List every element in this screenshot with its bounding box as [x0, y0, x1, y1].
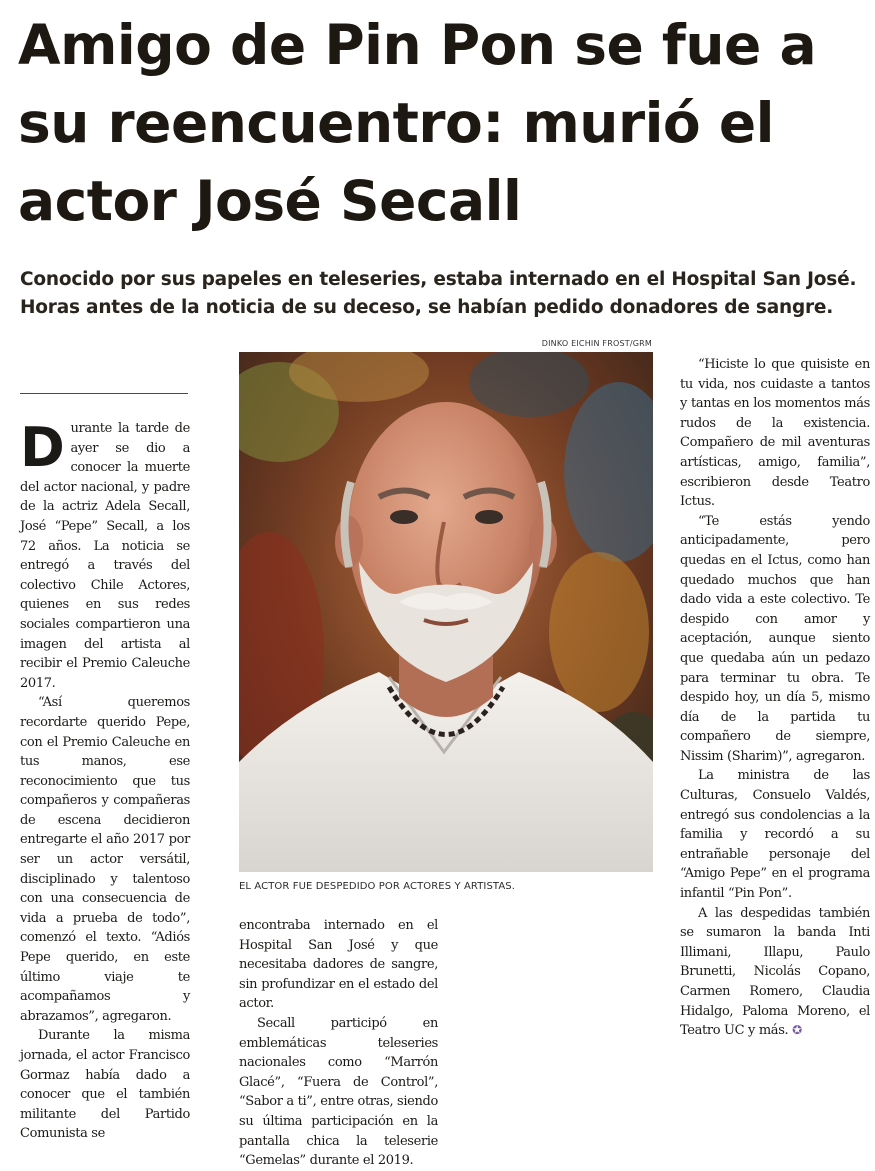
article-paragraph: “Hiciste lo que quisiste en tu vida, nos cuidaste a tantos y tantas en los momentos más rudos de la existencia. Compañero de mil aventuras artísticas, amigo, familia”, escribieron desde Teatro Ictus.	[680, 357, 870, 510]
article-paragraph: A las despedidas también se sumaron la banda Inti Illimani, Illapu, Paulo Brunetti, Nicolás Copano, Carmen Romero, Claudia Hidalgo, Paloma Moreno, el Teatro UC y más. ✪	[680, 905, 870, 1039]
photo-credit: DINKO EICHIN FROST/GRM	[541, 339, 652, 348]
column-divider	[20, 393, 188, 394]
end-mark-icon: ✪	[792, 1023, 802, 1038]
article-column-1	[20, 416, 190, 1144]
article-paragraph: “Te estás yendo anticipadamente, pero quedas en el Ictus, como han quedado muchos que han dado vida a este colectivo. Te despido con amor y aceptación, aunque siento que quedaba aún un pedazo para terminar tu obra. Te despido hoy, un día 5, mismo día de la partida tu compañero de siempre, Nissim (Sharim)”, agregaron.	[680, 513, 870, 764]
actor-portrait-photo	[239, 352, 653, 872]
subheadline: Conocido por sus papeles en teleseries, estaba internado en el Hospital San José. Horas antes de la noticia de su deceso, se habían pedido donadores de sangre.	[20, 269, 857, 318]
article-column-4	[680, 355, 870, 1041]
photo-caption: EL ACTOR FUE DESPEDIDO POR ACTORES Y ARTISTAS.	[239, 881, 516, 892]
article-paragraph: Durante la tarde de ayer se dio a conocer la muerte del actor nacional, y padre de la actriz Adela Secall, José “Pepe” Secall, a los 72 años. La noticia se entregó a través del colectivo Chile Actores, quienes en sus redes sociales compartieron una imagen del artista al recibir el Premio Caleuche 2017.	[20, 416, 190, 691]
article-paragraph: La ministra de las Culturas, Consuelo Valdés, entregó sus condolencias a la familia y recordó a su entrañable personaje del “Amigo Pepe” en el programa infantil “Pin Pon”.	[680, 768, 870, 902]
article-paragraph: Secall participó en emblemáticas teleseries nacionales como “Marrón Glacé”, “Fuera de Control”, “Sabor a ti”, entre otras, siendo su última participación en la pantalla chica la teleserie “Gemelas” durante el 2019.	[239, 1015, 438, 1169]
article-column-2	[239, 916, 438, 1171]
article-paragraph: encontraba internado en el Hospital San José y que necesitaba dadores de sangre, sin profundizar en el estado del actor.	[239, 918, 438, 1012]
headline: Amigo de Pin Pon se fue a su reencuentro: murió el actor José Secall	[18, 13, 817, 233]
drop-cap: D	[20, 416, 65, 479]
article-paragraph: “Así queremos recordarte querido Pepe, con el Premio Caleuche en tus manos, ese reconocimiento que tus compañeros y compañeras de escena decidieron entregarte el año 2017 por ser un actor versátil, disciplinado y talentoso con una consecuencia de vida a prueba de todo”, comenzó el texto. “Adiós Pepe querido, en este último viaje te acompañamos y abrazamos”, agregaron.	[20, 695, 190, 1024]
article-paragraph: Durante la misma jornada, el actor Francisco Gormaz había dado a conocer que el también militante del Partido Comunista se	[20, 1028, 190, 1142]
